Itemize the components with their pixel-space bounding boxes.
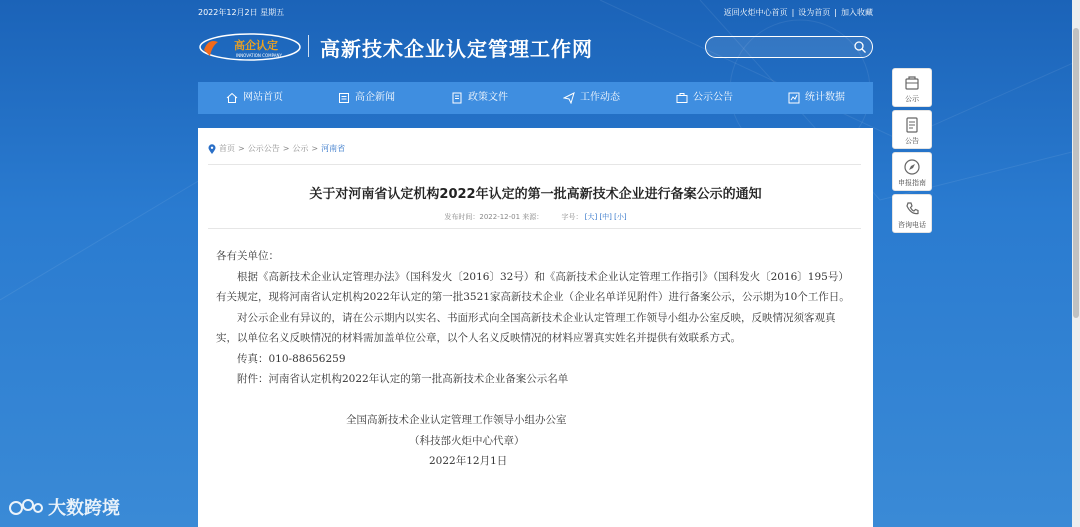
sidebar-announcement[interactable]	[892, 110, 932, 149]
breadcrumb	[208, 143, 345, 154]
salutation: 各有关单位：	[216, 250, 279, 262]
divider	[208, 228, 861, 229]
nav-work[interactable]	[563, 82, 620, 114]
signature-seal: （科技部火炬中心代章）	[409, 434, 525, 447]
article-body	[216, 246, 856, 472]
main-nav	[198, 82, 873, 114]
nav-label: 工作动态	[580, 92, 620, 103]
nav-label: 网站首页	[243, 92, 283, 103]
nav-label: 统计数据	[805, 92, 845, 103]
sidebar-guide[interactable]	[892, 152, 932, 191]
nav-policy[interactable]	[451, 82, 508, 114]
link-separator: |	[834, 8, 837, 17]
document-icon	[451, 92, 463, 104]
sidebar-phone[interactable]	[892, 194, 932, 233]
search-icon[interactable]	[853, 40, 867, 54]
font-medium-button[interactable]: [中]	[599, 213, 612, 221]
notice-icon	[903, 74, 921, 92]
sidebar-label: 公告	[905, 137, 919, 145]
search-box	[705, 36, 873, 58]
announcement-icon	[903, 116, 921, 134]
sidebar-notice[interactable]	[892, 68, 932, 107]
article-meta	[198, 212, 873, 222]
news-icon	[338, 92, 350, 104]
divider	[208, 164, 861, 165]
link-torch-home[interactable]: 返回火炬中心首页	[723, 8, 788, 17]
logo-badge	[198, 30, 302, 62]
spacer	[216, 390, 856, 411]
fax-line: 传真：010-88656259	[237, 352, 346, 365]
current-date: 2022年12月2日 星期五	[198, 8, 285, 17]
phone-icon	[903, 200, 921, 218]
nav-news[interactable]	[338, 82, 395, 114]
publish-info: 发布时间：2022-12-01 来源：	[444, 213, 544, 221]
briefcase-icon	[676, 92, 688, 104]
watermark-logo-icon	[8, 496, 44, 518]
font-size-label: 字号：	[561, 213, 583, 221]
site-logo[interactable]	[198, 30, 638, 62]
sidebar-label: 公示	[905, 95, 919, 103]
font-large-button[interactable]: [大]	[584, 213, 598, 221]
link-separator: |	[791, 8, 795, 17]
breadcrumb-public[interactable]: 公示	[292, 144, 309, 153]
location-pin-icon	[208, 144, 216, 154]
top-links	[724, 7, 873, 18]
search-input[interactable]	[716, 39, 850, 55]
nav-notice[interactable]	[676, 82, 733, 114]
paragraph: 根据《高新技术企业认定管理办法》（国科发火〔2016〕32号）和《高新技术企业认定管理工作指引》（国科发火〔2016〕195号）有关规定，现将河南省认定机构2022年认定的第一批3521家高新技术企业（企业名单详见附件）进行备案公示，公示期为10个工作日。	[216, 270, 850, 303]
nav-stats[interactable]	[788, 82, 845, 114]
site-title: 高新技术企业认定管理工作网	[320, 37, 593, 61]
watermark-text: 大数跨境	[48, 498, 120, 519]
signature-date: 2022年12月1日	[429, 455, 508, 467]
breadcrumb-sep: >	[282, 144, 290, 153]
nav-label: 高企新闻	[355, 92, 395, 103]
scrollbar-thumb[interactable]	[1073, 28, 1079, 318]
breadcrumb-home[interactable]: 首页	[219, 144, 235, 153]
svg-text:高企认定: 高企认定	[234, 39, 278, 52]
nav-label: 公示公告	[693, 92, 733, 103]
compass-icon	[903, 158, 921, 176]
breadcrumb-current[interactable]: 河南省	[321, 144, 346, 153]
font-small-button[interactable]: [小]	[614, 213, 627, 221]
nav-label: 政策文件	[468, 92, 508, 103]
breadcrumb-sep: >	[238, 144, 245, 153]
attachment-link[interactable]: 附件：河南省认定机构2022年认定的第一批高新技术企业备案公示名单	[237, 373, 569, 385]
watermark	[8, 494, 120, 520]
breadcrumb-sep: >	[311, 144, 319, 153]
sidebar-label: 申报指南	[898, 179, 926, 187]
logo-divider	[308, 35, 309, 57]
breadcrumb-notices[interactable]: 公示公告	[247, 144, 280, 153]
signature-office: 全国高新技术企业认定管理工作领导小组办公室	[346, 414, 567, 426]
svg-text:INNOVATION COMPANY: INNOVATION COMPANY	[236, 53, 282, 58]
sidebar-label: 咨询电话	[898, 221, 926, 229]
link-set-homepage[interactable]: 设为首页	[798, 8, 831, 17]
link-add-favorite[interactable]: 加入收藏	[841, 8, 873, 17]
content-panel	[198, 128, 873, 527]
home-icon	[226, 92, 238, 104]
chart-icon	[788, 92, 800, 104]
paragraph: 对公示企业有异议的，请在公示期内以实名、书面形式向全国高新技术企业认定管理工作领导小组办公室反映，反映情况须客观真实，以单位名义反映情况的材料需加盖单位公章，以个人名义反映情况的材料应署真实姓名并提供有效联系方式。	[216, 311, 836, 344]
article-title: 关于对河南省认定机构2022年认定的第一批高新技术企业进行备案公示的通知	[309, 187, 762, 202]
nav-home[interactable]	[226, 82, 283, 114]
send-icon	[563, 92, 575, 104]
top-bar	[198, 0, 873, 22]
scrollbar[interactable]	[1072, 0, 1080, 527]
